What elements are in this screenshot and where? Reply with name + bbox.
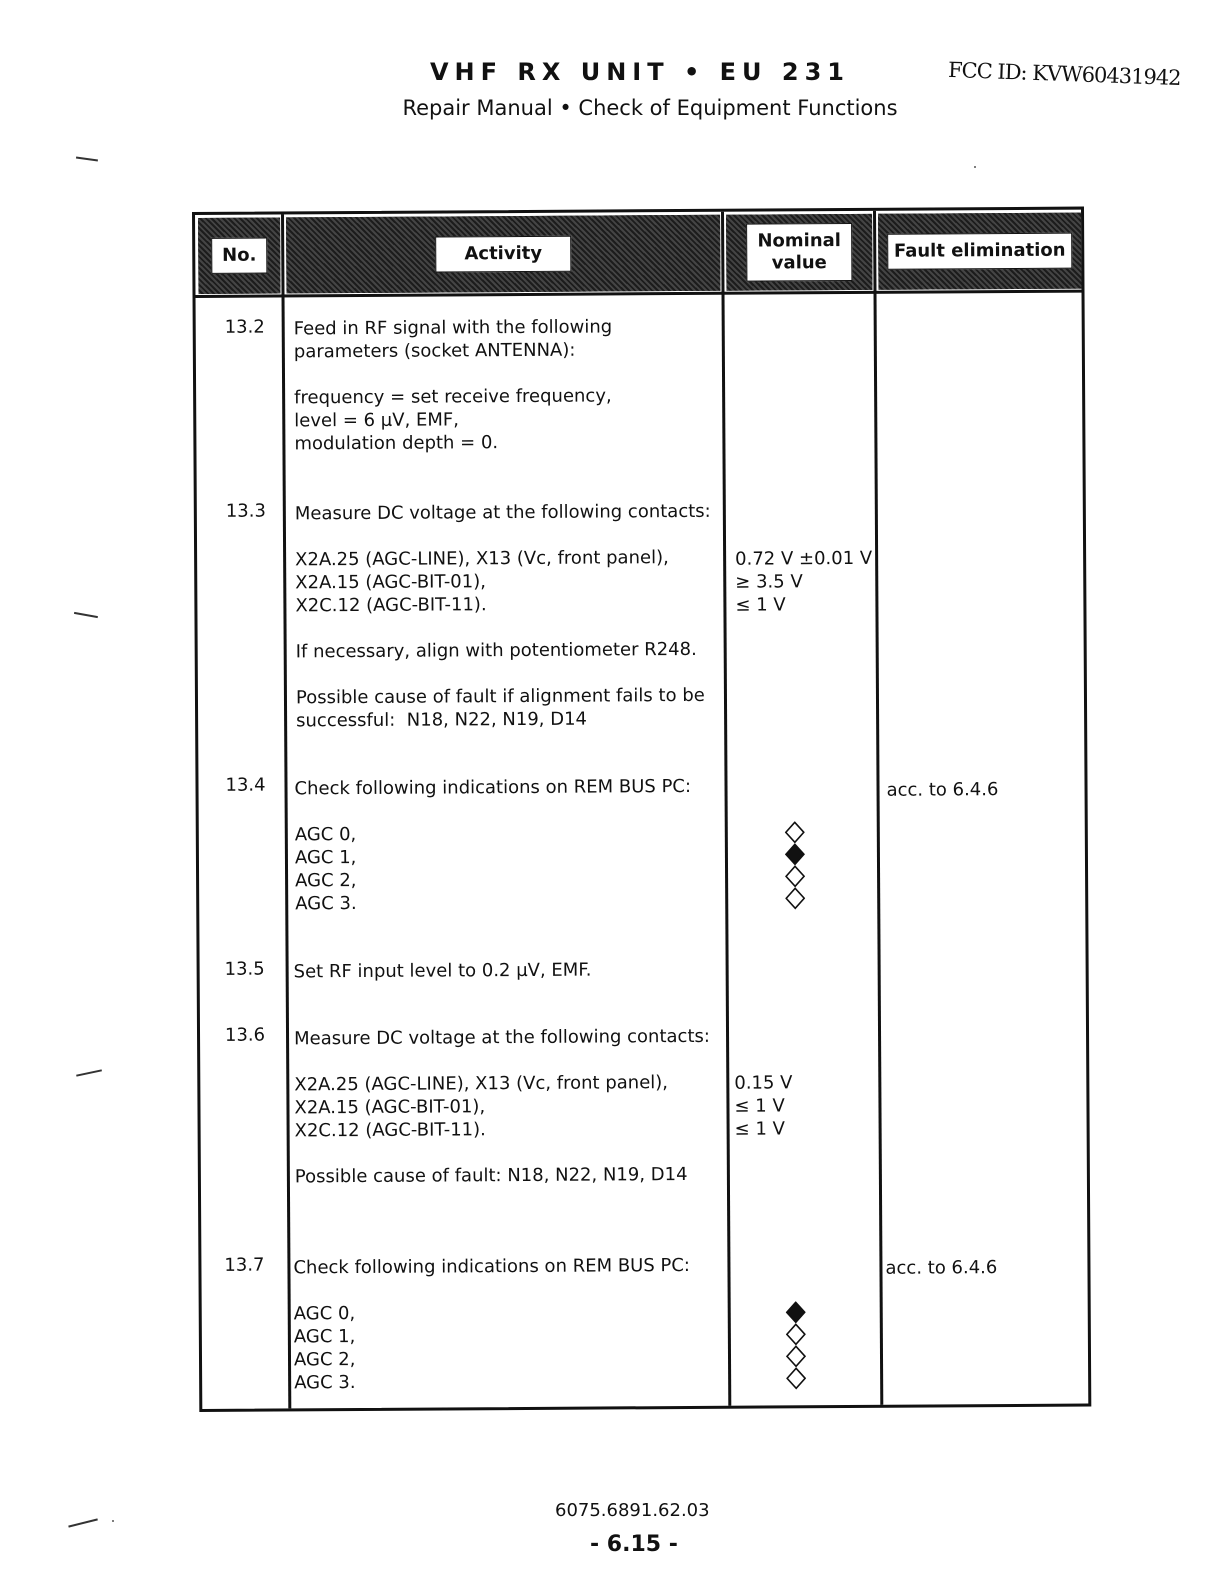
header-nominal-line1: Nominal [757,230,842,252]
scan-mark [76,1069,102,1076]
row-fault-elimination: acc. to 6.4.6 [886,779,999,801]
row-nominal-value: 0.15 V ≤ 1 V ≤ 1 V [734,1072,793,1140]
agc-indicator-off-icon [787,1368,805,1388]
row-activity: Feed in RF signal with the following parameters (socket ANTENNA): frequency = set receive frequency, level = 6 µV, EMF, modulation depth = 0. [293,316,613,455]
scan-dot [974,166,976,168]
agc-indicator-on-icon [786,844,804,864]
row-number: 13.4 [225,774,266,796]
row-nominal-value: 0.72 V ±0.01 V ≥ 3.5 V ≤ 1 V [735,547,873,616]
header-fault [878,213,1081,290]
header-fault-label: Fault elimination [887,233,1073,270]
agc-indicator-column [786,1301,803,1391]
scan-dot [112,1520,114,1522]
scan-mark [76,156,98,161]
header-no [198,217,280,293]
row-activity: Measure DC voltage at the following contacts: X2A.25 (AGC-LINE), X13 (Vᴄ, front panel), X2A.15 (AGC-BIT-01), X2C.12 (AGC-BIT-11). Possible cause of fault: N18, N22, N19, D14 [293,1025,710,1188]
row-number: 13.3 [225,500,266,522]
column-divider [721,212,731,1406]
row-activity: Check following indications on REM BUS PC: AGC 0, AGC 1, AGC 2, AGC 3. [294,775,692,915]
row-activity: Check following indications on REM BUS PC: AGC 0, AGC 1, AGC 2, AGC 3. [293,1254,691,1394]
row-fault-elimination: acc. to 6.4.6 [885,1257,998,1279]
row-activity: Measure DC voltage at the following contacts: X2A.25 (AGC-LINE), X13 (Vᴄ, front panel), X2A.15 (AGC-BIT-01), X2C.12 (AGC-BIT-11). If necessary, align with potentiometer R248. Possible cause of fault if alignment fails to be successful: N18, N22, N19, D14 [294,500,711,732]
row-number: 13.7 [224,1254,265,1276]
column-divider [281,214,291,1408]
column-divider [873,211,883,1405]
agc-indicator-off-icon [786,866,804,886]
agc-indicators [786,1301,807,1391]
agc-indicator-column [785,821,802,911]
scan-mark [68,1518,97,1527]
header-no-label: No. [211,238,268,274]
agc-indicator-on-icon [787,1302,805,1322]
document-title: VHF RX UNIT • EU 231 [429,58,850,86]
scan-mark [74,612,98,618]
header-nominal [726,214,872,291]
agc-indicator-off-icon [787,1346,805,1366]
row-activity: Set RF input level to 0.2 µV, EMF. [293,959,592,983]
header-activity-label: Activity [435,236,571,273]
procedure-table [192,207,1091,1412]
agc-indicators [785,821,806,911]
row-number: 13.6 [224,1024,266,1046]
page-number: - 6.15 - [590,1532,678,1557]
header-nominal-label [746,223,852,282]
agc-indicator-off-icon [787,1324,805,1344]
header-activity [286,215,720,294]
document-subtitle: Repair Manual • Check of Equipment Functions [402,96,898,120]
agc-indicator-off-icon [786,822,804,842]
document-number: 6075.6891.62.03 [555,1500,710,1521]
row-number: 13.5 [224,958,265,980]
row-number: 13.2 [224,316,265,338]
agc-indicator-off-icon [786,888,804,908]
header-nominal-line2: value [771,252,827,274]
fcc-id: FCC ID: KVW60431942 [947,57,1181,91]
